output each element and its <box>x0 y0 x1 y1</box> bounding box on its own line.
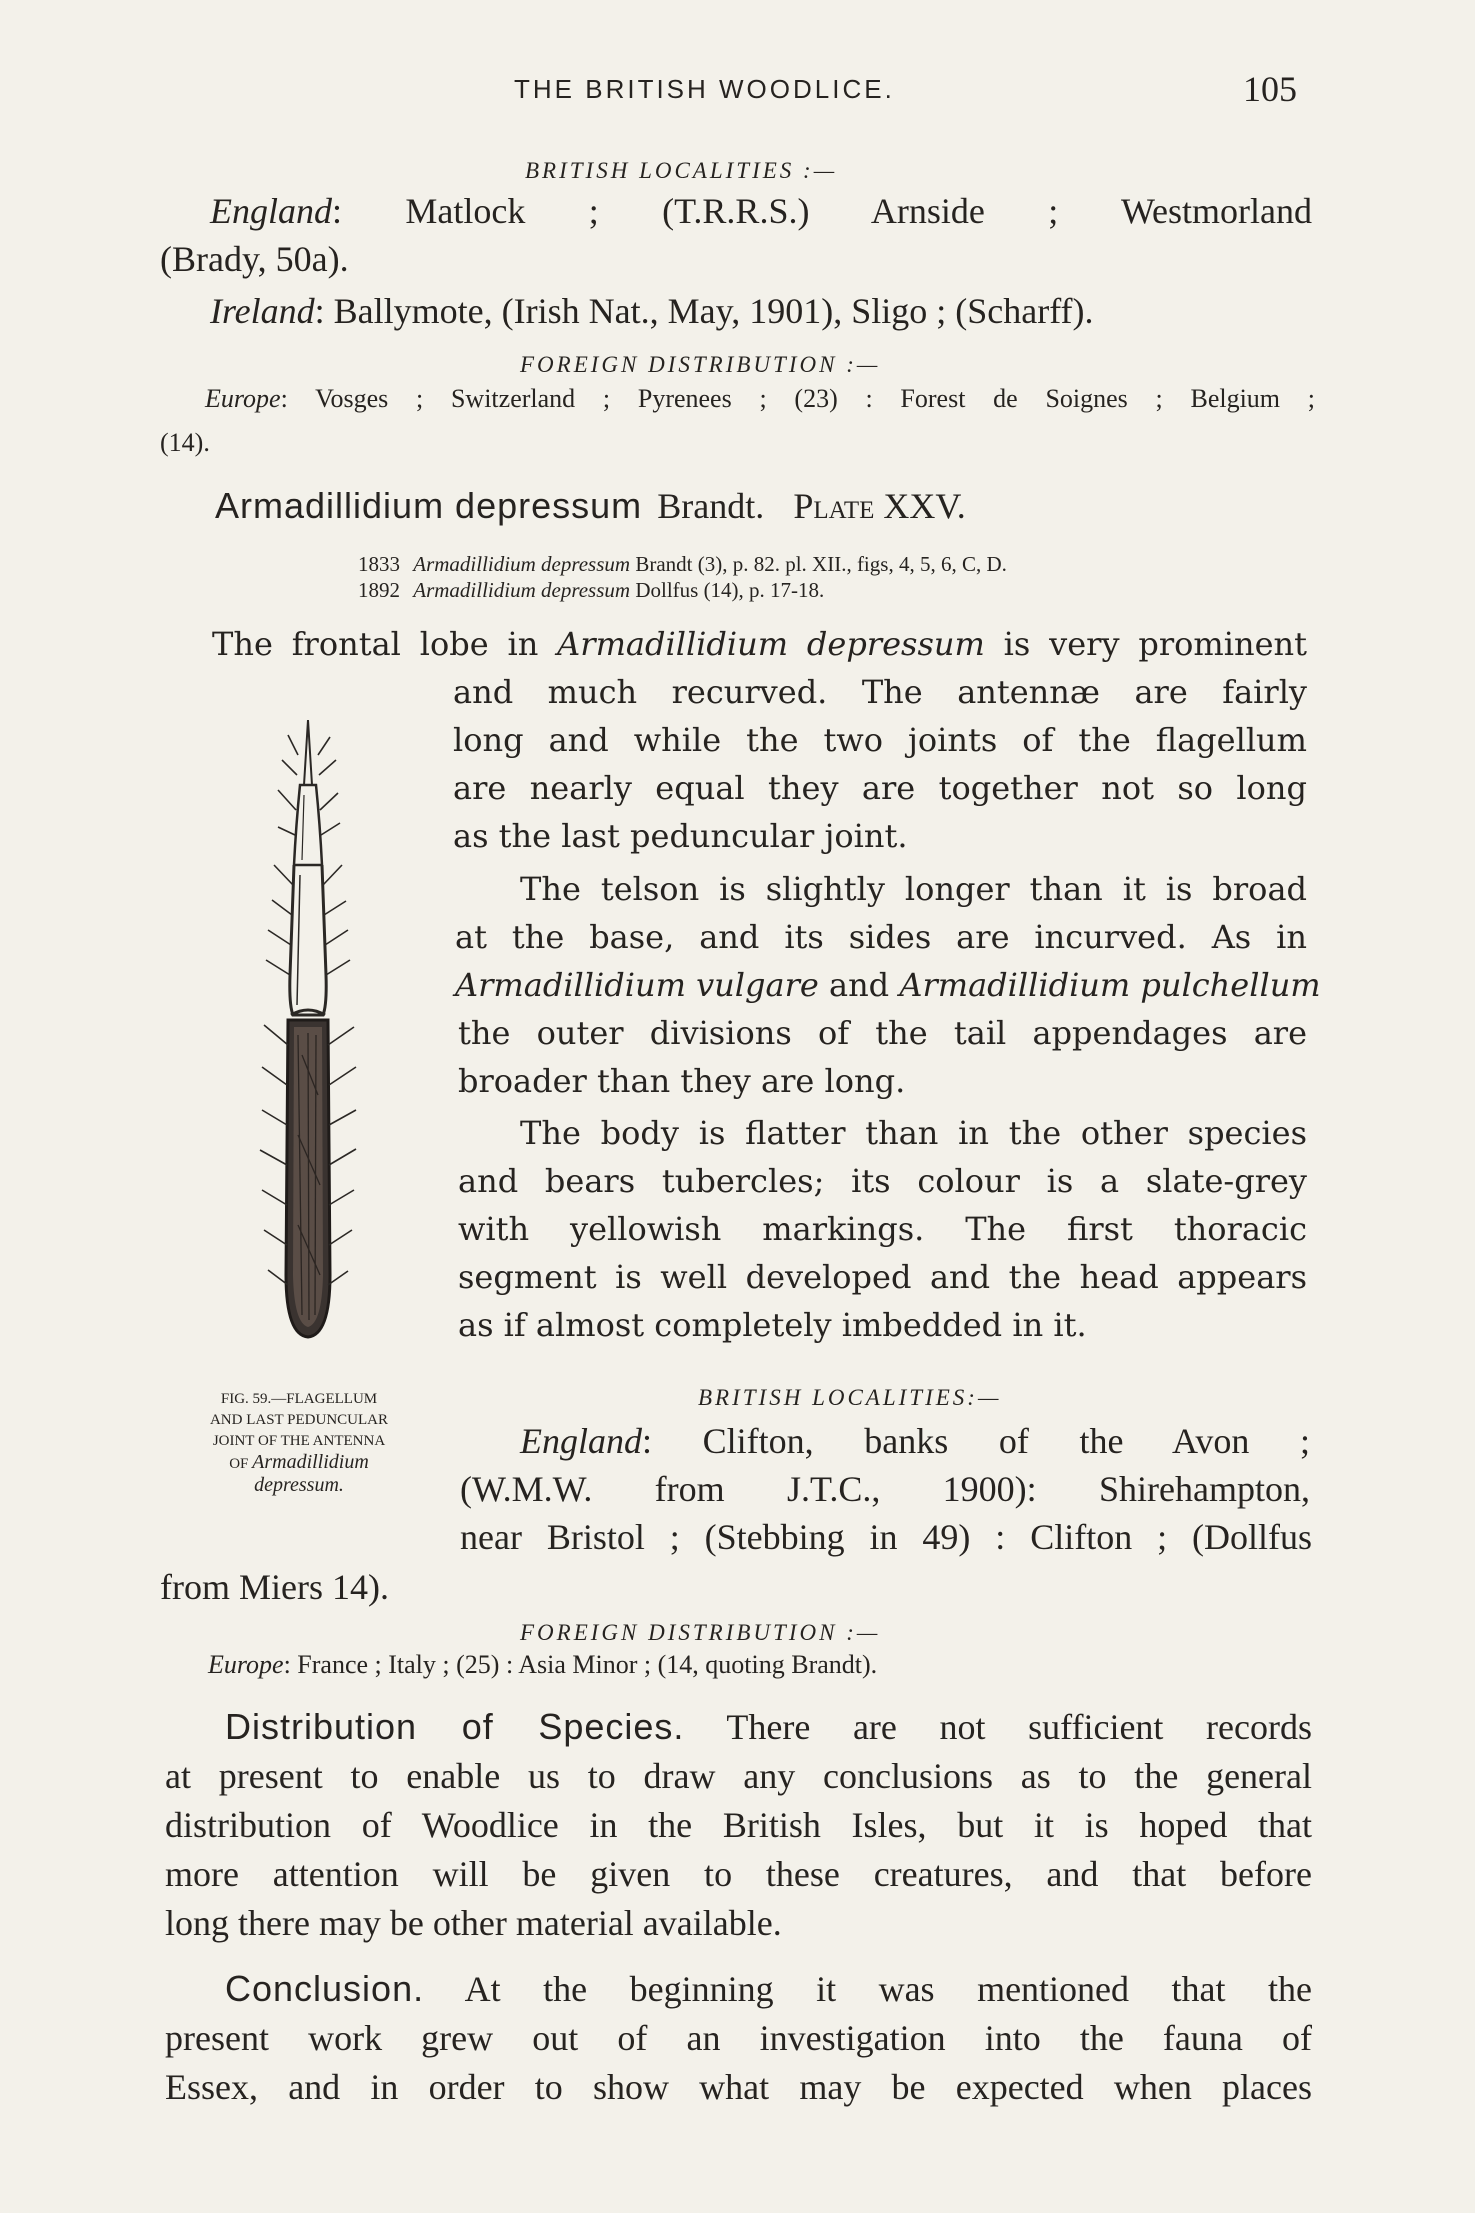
caption-line <box>168 1452 430 1475</box>
desc-text: long and while the two joints of the flagellum <box>453 721 1307 759</box>
desc-text: segment is well developed and the head appears <box>458 1258 1307 1296</box>
conclusion-line-1 <box>225 1968 1312 2010</box>
distribution-text: There are not sufficient records <box>684 1707 1312 1747</box>
distribution-text: more attention will be given to these creatures, and that before <box>165 1854 1312 1894</box>
desc-line: as if almost completely imbedded in it. <box>458 1306 1087 1344</box>
foreign-distribution-heading: FOREIGN DISTRIBUTION :— <box>520 352 881 377</box>
desc-text: is very prominent <box>984 625 1308 663</box>
conclusion-line <box>165 2066 1312 2108</box>
plate-reference: Plate XXV. <box>793 486 966 526</box>
antenna-figure <box>238 715 378 1355</box>
localities-line <box>460 1468 1310 1510</box>
caption-line: AND LAST PEDUNCULAR <box>209 1412 389 1428</box>
desc-text: the outer divisions of the tail appendages are <box>458 1014 1307 1052</box>
distribution-line <box>165 1755 1312 1797</box>
desc-italic: Armadillidium pulchellum <box>899 966 1321 1004</box>
distribution-text: at present to enable us to draw any conclusions as to the general <box>165 1756 1312 1796</box>
desc-text: and much recurved. The antennæ are fairly <box>453 673 1307 711</box>
desc-line <box>458 1162 1307 1200</box>
desc-text: with yellowish markings. The first thoracic <box>458 1210 1307 1248</box>
desc-line <box>458 1258 1307 1296</box>
europe-label: Europe <box>205 384 281 413</box>
desc-line <box>458 1014 1307 1052</box>
desc-italic: Armadillidium vulgare <box>455 966 819 1004</box>
desc-line <box>212 625 1307 663</box>
europe-label: Europe <box>208 1650 284 1679</box>
synonym-year: 1833 <box>358 552 400 576</box>
localities-text: (W.M.W. from J.T.C., 1900): Shirehampton, <box>460 1469 1310 1509</box>
synonym-year: 1892 <box>358 578 400 602</box>
distribution-line-1 <box>225 1706 1312 1748</box>
localities-text: near Bristol ; (Stebbing in 49) : Clifton ; (Dollfus <box>460 1517 1312 1557</box>
conclusion-text: At the beginning it was mentioned that the <box>424 1969 1312 2009</box>
caption-line: depressum. <box>254 1474 344 1496</box>
desc-text: and <box>818 966 900 1004</box>
synonym-ref: Brandt (3), p. 82. pl. XII., figs, 4, 5, 6, C, D. <box>635 552 1007 576</box>
conclusion-text: Essex, and in order to show what may be expected when places <box>165 2067 1312 2107</box>
conclusion-text: present work grew out of an investigation into the fauna of <box>165 2018 1312 2058</box>
caption-line: FIG. 59.—FLAGELLUM <box>220 1391 378 1407</box>
england-line-b <box>520 1420 1310 1462</box>
england-label: England <box>210 191 332 231</box>
distribution-heading: Distribution of Species. <box>225 1706 685 1747</box>
desc-line <box>458 1210 1307 1248</box>
desc-italic: Armadillidium depressum <box>557 625 985 663</box>
synonym-name: Armadillidium depressum <box>413 552 631 576</box>
british-localities-heading: BRITISH LOCALITIES :— <box>525 158 838 183</box>
england-line <box>210 190 1312 232</box>
desc-line <box>455 918 1307 956</box>
europe-text: : Vosges ; Switzerland ; Pyrenees ; (23) : Forest de Soignes ; Belgium ; <box>280 384 1315 413</box>
desc-line: as the last peduncular joint. <box>453 817 908 855</box>
desc-text: The body is flatter than in the other species <box>520 1114 1307 1152</box>
england-line-2: (Brady, 50a). <box>160 239 349 279</box>
ireland-text: : Ballymote, (Irish Nat., May, 1901), Sligo ; (Scharff). <box>314 291 1094 331</box>
conclusion-line <box>165 2017 1312 2059</box>
desc-line <box>453 769 1307 807</box>
ireland-line <box>210 290 1094 332</box>
synonym-name: Armadillidium depressum <box>413 578 631 602</box>
species-heading <box>215 485 966 527</box>
desc-line <box>455 966 1321 1004</box>
foreign-distribution-heading-2: FOREIGN DISTRIBUTION :— <box>520 1620 881 1645</box>
distribution-line <box>165 1804 1312 1846</box>
figure-caption <box>168 1389 430 1496</box>
europe-line-2: (14). <box>160 428 210 457</box>
distribution-line: long there may be other material available. <box>165 1903 782 1943</box>
desc-text: The telson is slightly longer than it is broad <box>520 870 1307 908</box>
desc-line: broader than they are long. <box>458 1062 906 1100</box>
british-localities-heading-2: BRITISH LOCALITIES:— <box>698 1385 1002 1410</box>
localities-line <box>460 1516 1312 1558</box>
desc-text: are nearly equal they are together not so long <box>453 769 1307 807</box>
synonym-ref: Dollfus (14), p. 17-18. <box>635 578 825 602</box>
europe-text: : France ; Italy ; (25) : Asia Minor ; (14, quoting Brandt). <box>283 1650 878 1679</box>
synonym-2 <box>358 578 824 603</box>
england-text: : Clifton, banks of the Avon ; <box>642 1421 1310 1461</box>
europe-line-b <box>208 1650 877 1680</box>
desc-line <box>453 721 1307 759</box>
synonym-1 <box>358 552 1007 577</box>
caption-text: OF <box>229 1456 253 1472</box>
desc-text: at the base, and its sides are incurved. As in <box>455 918 1307 956</box>
england-label: England <box>520 1421 642 1461</box>
caption-line: JOINT OF THE ANTENNA <box>212 1433 386 1449</box>
desc-text: The frontal lobe in <box>212 625 558 663</box>
running-title: THE BRITISH WOODLICE. <box>514 74 895 104</box>
species-author: Brandt. <box>657 486 765 526</box>
localities-line: from Miers 14). <box>160 1567 389 1607</box>
caption-italic: Armadillidium <box>252 1451 369 1473</box>
distribution-text: distribution of Woodlice in the British Isles, but it is hoped that <box>165 1805 1312 1845</box>
desc-line <box>520 1114 1307 1152</box>
ireland-label: Ireland <box>210 291 315 331</box>
conclusion-heading: Conclusion. <box>225 1968 425 2009</box>
england-text: : Matlock ; (T.R.R.S.) Arnside ; Westmorland <box>332 191 1312 231</box>
distribution-line <box>165 1853 1312 1895</box>
species-name: Armadillidium depressum <box>215 485 643 526</box>
desc-text: and bears tubercles; its colour is a slate-grey <box>458 1162 1307 1200</box>
desc-line <box>453 673 1307 711</box>
desc-line <box>520 870 1307 908</box>
page-number: 105 <box>1243 69 1297 109</box>
europe-line <box>205 384 1315 414</box>
